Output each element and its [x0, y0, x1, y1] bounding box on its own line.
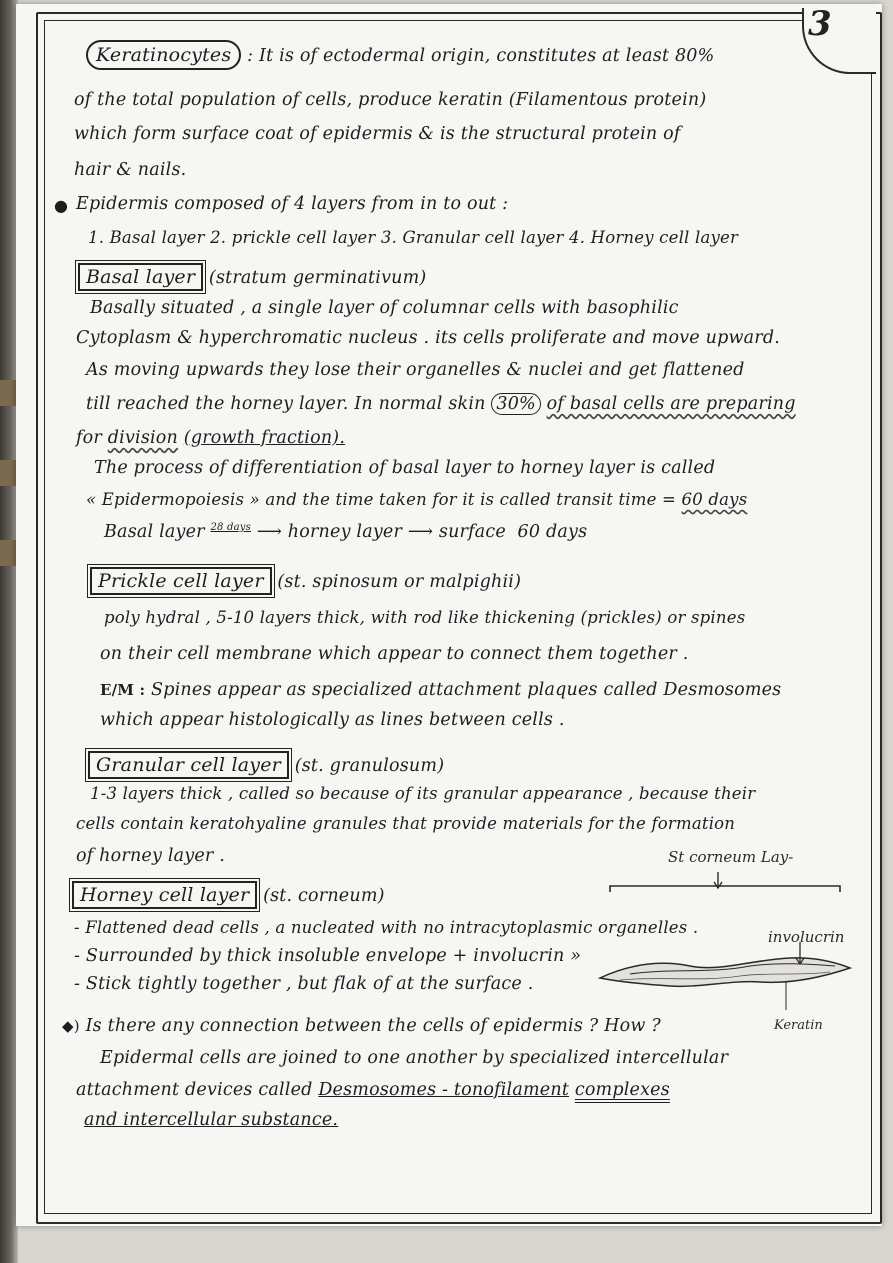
prickle-line-3: [100, 680, 781, 700]
horney-line-2: - Surrounded by thick insoluble envelope + involucrin »: [74, 946, 582, 966]
bullet-icon: ●: [54, 196, 68, 215]
keratinocytes-text-1: : It is of ectodermal origin, constitutes at least 80%: [247, 46, 715, 66]
prickle-em-label: E/M :: [100, 681, 146, 699]
diagram-drawing: [590, 842, 860, 1042]
diamond-bullet-icon: ◆): [62, 1017, 80, 1035]
horney-subtitle: (st. corneum): [263, 886, 385, 906]
basal-flow-surface: surface: [438, 522, 506, 542]
horney-heading: Horney cell layer: [72, 881, 257, 909]
horney-heading-line: [72, 884, 385, 906]
diagram-right-label: involucrin: [768, 928, 845, 946]
answer-desmosomes: Desmosomes - tonofilament: [318, 1080, 570, 1100]
keratinocytes-line-2: of the total population of cells, produce keratin (Filamentous protein): [74, 90, 707, 110]
answer-line-2: [76, 1080, 670, 1100]
basal-line-1: Basally situated , a single layer of columnar cells with basophilic: [90, 298, 679, 318]
keratinocytes-line-4: hair & nails.: [74, 160, 187, 180]
basal-line-4-b: of basal cells are preparing: [546, 394, 796, 414]
answer-line-1: Epidermal cells are joined to one another by specialized intercellular: [100, 1048, 729, 1068]
prickle-subtitle: (st. spinosum or malpighii): [277, 572, 522, 592]
basal-flow-horney: horney layer: [287, 522, 403, 542]
prickle-line-1: poly hydral , 5-10 layers thick, with rod like thickening (prickles) or spines: [104, 608, 746, 627]
page-number: 3: [808, 4, 832, 44]
basal-line-5-a: for: [76, 428, 102, 448]
keratinocytes-line-1: [86, 44, 714, 66]
granular-subtitle: (st. granulosum): [294, 756, 445, 776]
basal-flow-start: Basal layer: [104, 522, 205, 542]
basal-heading-line: [78, 266, 426, 288]
granular-heading-line: [88, 754, 444, 776]
basal-line-6: The process of differentiation of basal layer to horney layer is called: [94, 458, 716, 478]
answer-line-2-a: attachment devices called: [76, 1080, 313, 1100]
granular-line-2: cells contain keratohyaline granules that provide materials for the formation: [76, 814, 736, 833]
granular-line-3: of horney layer .: [76, 846, 225, 866]
basal-line-4: [86, 394, 796, 414]
epidermis-layers-list: 1. Basal layer 2. prickle cell layer 3. Granular cell layer 4. Horney cell layer: [88, 228, 739, 247]
prickle-line-4: which appear histologically as lines between cells .: [100, 710, 565, 730]
question-text: Is there any connection between the cells of epidermis ? How ?: [85, 1016, 661, 1036]
basal-line-3: As moving upwards they lose their organelles & nuclei and get flattened: [86, 360, 745, 380]
granular-heading: Granular cell layer: [88, 751, 289, 779]
basal-line-4-a: till reached the horney layer. In normal skin: [86, 394, 486, 414]
basal-line-8: [104, 522, 587, 542]
granular-line-1: 1-3 layers thick , called so because of its granular appearance , because their: [90, 784, 756, 803]
epidermis-intro: Epidermis composed of 4 layers from in to out :: [76, 194, 509, 214]
stratum-corneum-diagram: [590, 842, 860, 1042]
question-line: [62, 1016, 661, 1036]
basal-transit-time: 60 days: [681, 490, 748, 509]
basal-division: division: [107, 428, 179, 448]
basal-flow-days: 28 days: [210, 522, 251, 534]
basal-subtitle: (stratum germinativum): [208, 268, 427, 288]
basal-line-7-a: « Epidermopoiesis » and the time taken for it is called transit time =: [86, 490, 677, 509]
prickle-line-2: on their cell membrane which appear to connect them together .: [100, 644, 689, 664]
horney-line-3: - Stick tightly together , but flak of at the surface .: [74, 974, 534, 994]
keratinocytes-term: Keratinocytes: [86, 40, 241, 70]
diagram-top-label: St corneum Lay-: [668, 848, 794, 866]
horney-line-1: - Flattened dead cells , a nucleated with no intracytoplasmic organelles .: [74, 918, 699, 937]
basal-growth-fraction: (growth fraction).: [183, 428, 346, 448]
keratinocytes-line-3: which form surface coat of epidermis & is the structural protein of: [74, 124, 681, 144]
basal-heading: Basal layer: [78, 263, 203, 291]
basal-percent: 30%: [491, 393, 541, 415]
diagram-bottom-label: Keratin: [774, 1018, 823, 1033]
basal-line-5: [76, 428, 345, 448]
arrow-icon: ⟶: [256, 522, 282, 542]
prickle-heading: Prickle cell layer: [90, 567, 272, 595]
basal-line-7: [86, 490, 747, 509]
prickle-line-3-text: Spines appear as specialized attachment plaques called Desmosomes: [151, 680, 782, 700]
arrow-icon: ⟶: [407, 522, 434, 542]
answer-line-3: [84, 1110, 338, 1130]
answer-complexes: complexes: [574, 1080, 670, 1100]
prickle-heading-line: [90, 570, 521, 592]
basal-flow-total: 60 days: [517, 522, 588, 542]
basal-line-2: Cytoplasm & hyperchromatic nucleus . its cells proliferate and move upward.: [76, 328, 781, 348]
answer-line-3-text: and intercellular substance.: [84, 1110, 339, 1130]
